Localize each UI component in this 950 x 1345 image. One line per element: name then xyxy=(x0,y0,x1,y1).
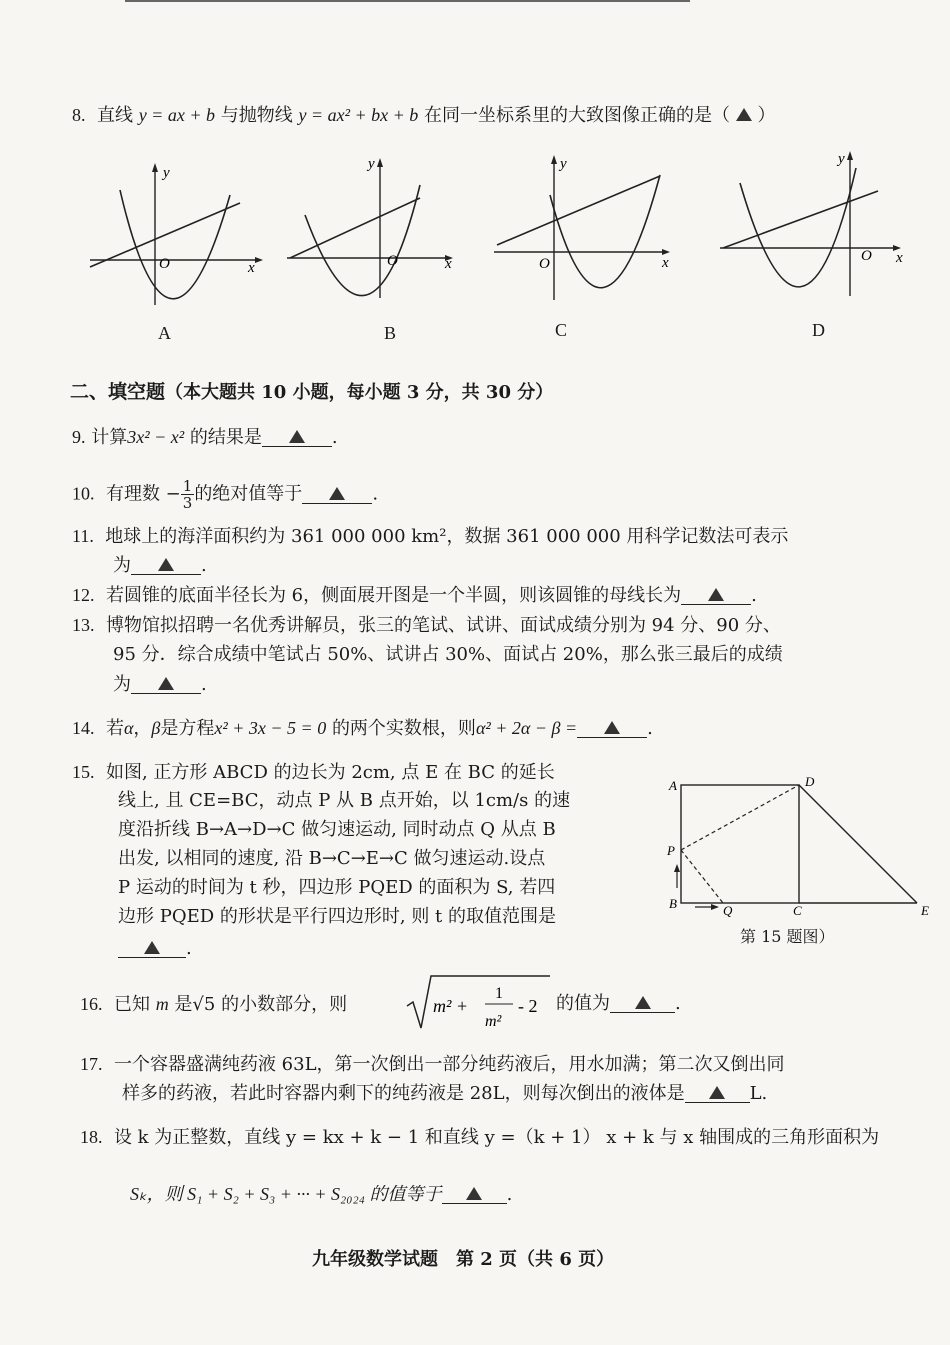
answer-triangle-icon xyxy=(289,430,305,443)
svg-text:P: P xyxy=(667,843,675,858)
radical-expression xyxy=(405,970,555,1034)
svg-text:O: O xyxy=(387,253,398,269)
answer-blank[interactable] xyxy=(302,483,372,504)
answer-blank[interactable] xyxy=(118,937,186,958)
svg-text:m²: m² xyxy=(485,1013,502,1030)
svg-text:O: O xyxy=(861,248,872,264)
graph-option-d xyxy=(718,148,913,308)
page-footer: 九年级数学试题 第 2 页（共 6 页） xyxy=(312,1249,615,1270)
svg-text:x: x xyxy=(662,255,669,271)
figure-15 xyxy=(665,770,940,925)
question-17: 17. 一个容器盛满纯药液 63L，第一次倒出一部分纯药液后，用水加满；第二次又倒出同 xyxy=(80,1054,785,1075)
graph-option-b xyxy=(285,150,465,310)
svg-text:- 2: - 2 xyxy=(518,996,538,1016)
answer-blank[interactable] xyxy=(610,992,675,1013)
parabola xyxy=(120,190,230,299)
svg-text:D: D xyxy=(805,774,815,789)
question-10: 10. 有理数 − $\frac{1}{3}$ 的绝对值等于 . xyxy=(72,477,379,512)
segment-pd xyxy=(681,785,799,850)
answer-blank[interactable] xyxy=(442,1183,507,1204)
svg-text:C: C xyxy=(793,903,802,918)
question-13: 13. 博物馆拟招聘一名优秀讲解员，张三的笔试、试讲、面试成绩分别为 94 分、90 分、 xyxy=(72,615,781,636)
question-15-line: 线上, 且 CE=BC，动点 P 从 B 点开始，以 1cm/s 的速 xyxy=(118,790,571,811)
question-9: 9. 计算3x² − x² 的结果是 . xyxy=(72,427,338,448)
graph-option-a xyxy=(85,155,265,315)
option-a-label: A xyxy=(158,323,171,343)
svg-text:x: x xyxy=(445,256,452,272)
svg-text:Q: Q xyxy=(723,903,733,918)
question-17-line-2: 样多的药液，若此时容器内剩下的纯药液是 28L，则每次倒出的液体是 L. xyxy=(122,1083,768,1104)
question-11: 11. 地球上的海洋面积约为 361 000 000 km²，数据 361 000 000 用科学记数法可表示 xyxy=(72,526,789,547)
question-14: 14. 若α，β是方程x² + 3x − 5 = 0 的两个实数根，则α² + 2α − β = . xyxy=(72,718,653,739)
svg-text:y: y xyxy=(560,156,567,172)
answer-blank[interactable] xyxy=(681,584,751,605)
fraction: $\frac{1}{3}$ xyxy=(182,477,193,512)
answer-blank[interactable] xyxy=(685,1082,750,1103)
question-18-line-2: Sₖ，则 S₁ + S₂ + S₃ + ··· + S₂₀₂₄ 的值等于 . xyxy=(130,1184,513,1205)
y-label: y xyxy=(163,165,170,181)
answer-blank[interactable] xyxy=(577,717,647,738)
answer-triangle-icon xyxy=(604,721,620,734)
svg-text:B: B xyxy=(669,896,677,911)
question-15-answer: . xyxy=(118,937,192,961)
x-label: x xyxy=(248,260,255,276)
option-b-label: B xyxy=(384,323,397,343)
question-16-tail: 的值为 . xyxy=(556,993,681,1014)
option-c-label: C xyxy=(555,320,568,340)
question-16: 16. 已知 m 是√5 的小数部分，则 xyxy=(80,994,348,1015)
question-15-line: P 运动的时间为 t 秒，四边形 PQED 的面积为 S, 若四 xyxy=(118,877,556,898)
answer-triangle-icon xyxy=(736,108,752,121)
answer-triangle-icon xyxy=(158,677,174,690)
question-12: 12. 若圆锥的底面半径长为 6，侧面展开图是一个半圆，则该圆锥的母线长为 . xyxy=(72,585,757,606)
svg-text:x: x xyxy=(896,250,903,266)
svg-text:A: A xyxy=(669,778,677,793)
svg-text:y: y xyxy=(838,151,845,167)
question-15: 15. 如图, 正方形 ABCD 的边长为 2cm, 点 E 在 BC 的延长 xyxy=(72,762,555,783)
square-abcd xyxy=(681,785,799,903)
svg-text:1: 1 xyxy=(495,985,503,1002)
origin-label: O xyxy=(159,256,170,272)
section-2-heading: 二、填空题（本大题共 10 小题，每小题 3 分，共 30 分） xyxy=(70,381,554,403)
segment-de xyxy=(799,785,917,903)
answer-triangle-icon xyxy=(709,1086,725,1099)
answer-triangle-icon xyxy=(708,588,724,601)
answer-triangle-icon xyxy=(144,941,160,954)
top-rule xyxy=(125,0,690,2)
answer-triangle-icon xyxy=(158,558,174,571)
question-18: 18. 设 k 为正整数，直线 y = kx + k − 1 和直线 y =（k + 1） x + k 与 x 轴围成的三角形面积为 xyxy=(80,1127,880,1148)
question-15-line: 边形 PQED 的形状是平行四边形时, 则 t 的取值范围是 xyxy=(118,906,557,927)
option-d-label: D xyxy=(812,320,825,340)
segment-pq xyxy=(681,850,723,903)
answer-triangle-icon xyxy=(635,996,651,1009)
question-13-line-3: 为 . xyxy=(113,674,207,695)
graph-option-c xyxy=(492,150,677,310)
question-8: 8. 直线 y = ax + b 与抛物线 y = ax² + bx + b 在同一坐标系里的大致图像正确的是（ ） xyxy=(72,105,776,126)
question-15-line: 出发, 以相同的速度, 沿 B→C→E→C 做匀速运动.设点 xyxy=(118,848,546,869)
question-11-line-2: 为 . xyxy=(113,555,207,576)
figure-15-caption: 第 15 题图） xyxy=(740,927,835,946)
svg-text:O: O xyxy=(539,256,550,272)
question-13-line-2: 95 分．综合成绩中笔试占 50%、试讲占 30%、面试占 20%，那么张三最后的成绩 xyxy=(113,644,783,665)
svg-text:E: E xyxy=(921,903,929,918)
answer-blank[interactable] xyxy=(262,426,332,447)
question-15-line: 度沿折线 B→A→D→C 做匀速运动, 同时动点 Q 从点 B xyxy=(118,819,556,840)
svg-text:y: y xyxy=(368,156,375,172)
answer-blank[interactable] xyxy=(131,554,201,575)
answer-triangle-icon xyxy=(466,1187,482,1200)
answer-triangle-icon xyxy=(329,487,345,500)
answer-blank[interactable] xyxy=(131,673,201,694)
svg-text:m² +: m² + xyxy=(433,996,469,1016)
